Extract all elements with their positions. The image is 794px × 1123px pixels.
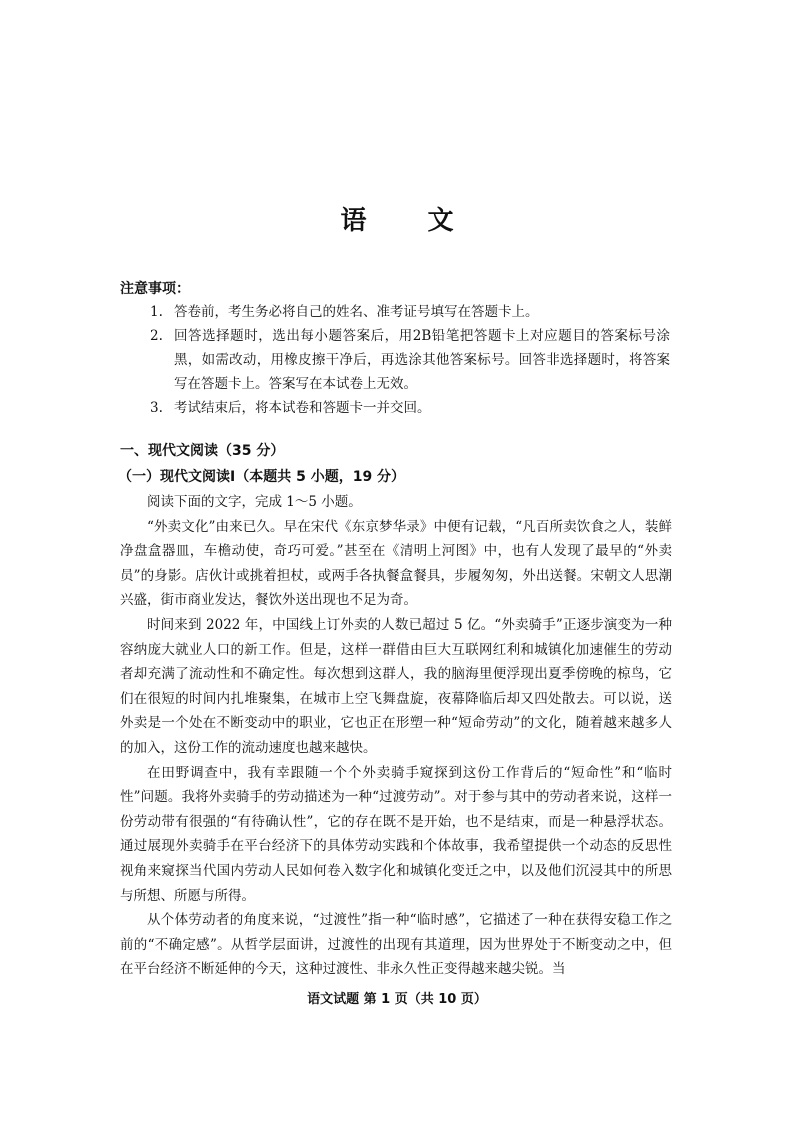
page-footer: 语文试题 第 1 页（共 10 页） [307,992,487,1007]
notice-item [150,396,670,420]
passage-paragraph: 时间来到 2022 年，中国线上订外卖的人数已超过 5 亿。“外卖骑手”正逐步演变为一种容纳庞大就业人口的新工作。但是，这样一群借由巨大互联网红利和城镇化加速催生的劳动者却充满了流动性和不确定性。每次想到这群人，我的脑海里便浮现出夏季傍晚的椋鸟，它们在很短的时间内扎堆聚集，在城市上空飞舞盘旋，夜幕降临后却又四处散去。可以说，送外卖是一个处在不断变动中的职业，它也正在形塑一种“短命劳动”的文化，随着越来越多人的加入，这份工作的流动速度也越来越快。 [120,616,672,756]
notice-heading: 注意事项： [120,281,190,297]
notice-item-number: 1. [150,304,163,320]
page-title: 语 文 [340,206,480,236]
reading-passage [120,490,672,982]
passage-paragraph: 在田野调查中，我有幸跟随一个个外卖骑手窥探到这份工作背后的“短命性”和“临时性”问题。我将外卖骑手的劳动描述为一种“过渡劳动”。对于参与其中的劳动者来说，这样一份劳动带有很强的“有待确认性”，它的存在既不是开始，也不是结束，而是一种悬浮状态。通过展现外卖骑手在平台经济下的具体劳动实践和个体故事，我希望提供一个动态的反思性视角来窥探当代国内劳动人民如何卷入数字化和城镇化变迁之中，以及他们沉浸其中的所思与所想、所愿与所得。 [120,764,672,904]
notice-item-number: 2. [150,328,163,344]
section-heading: 一、现代文阅读（35 分） [120,443,285,459]
subsection-heading: （一）现代文阅读I（本题共 5 小题，19 分） [118,469,406,485]
notice-list [150,300,670,420]
notice-item-text: 回答选择题时，选出每小题答案后，用2B铅笔把答题卡上对应题目的答案标号涂黑，如需改动，用橡皮擦干净后，再选涂其他答案标号。回答非选择题时，将答案写在答题卡上。答案写在本试卷上无效。 [174,328,670,392]
notice-item [150,300,670,324]
passage-paragraph: 从个体劳动者的角度来说，“过渡性”指一种“临时感”，它描述了一种在获得安稳工作之前的“不确定感”。从哲学层面讲，过渡性的出现有其道理，因为世界处于不断变动之中，但在平台经济不断延伸的今天，这种过渡性、非永久性正变得越来越尖锐。当 [120,912,672,978]
notice-item-text: 考试结束后，将本试卷和答题卡一并交回。 [174,400,431,416]
notice-item-text: 答卷前，考生务必将自己的姓名、准考证号填写在答题卡上。 [174,304,539,320]
passage-instruction: 阅读下面的文字，完成 1～5 小题。 [147,494,362,510]
notice-item [150,324,670,396]
passage-paragraph: “外卖文化”由来已久。早在宋代《东京梦华录》中便有记载，“凡百所卖饮食之人，装鲜净盘盒器皿，车檐动使，奇巧可爱。”甚至在《清明上河图》中，也有人发现了最早的“外卖员”的身影。店伙计或挑着担杖，或两手各执餐盒餐具，步履匆匆，外出送餐。宋朝文人思潮兴盛，街市商业发达，餐饮外送出现也不足为奇。 [120,518,672,609]
notice-item-number: 3. [150,400,163,416]
